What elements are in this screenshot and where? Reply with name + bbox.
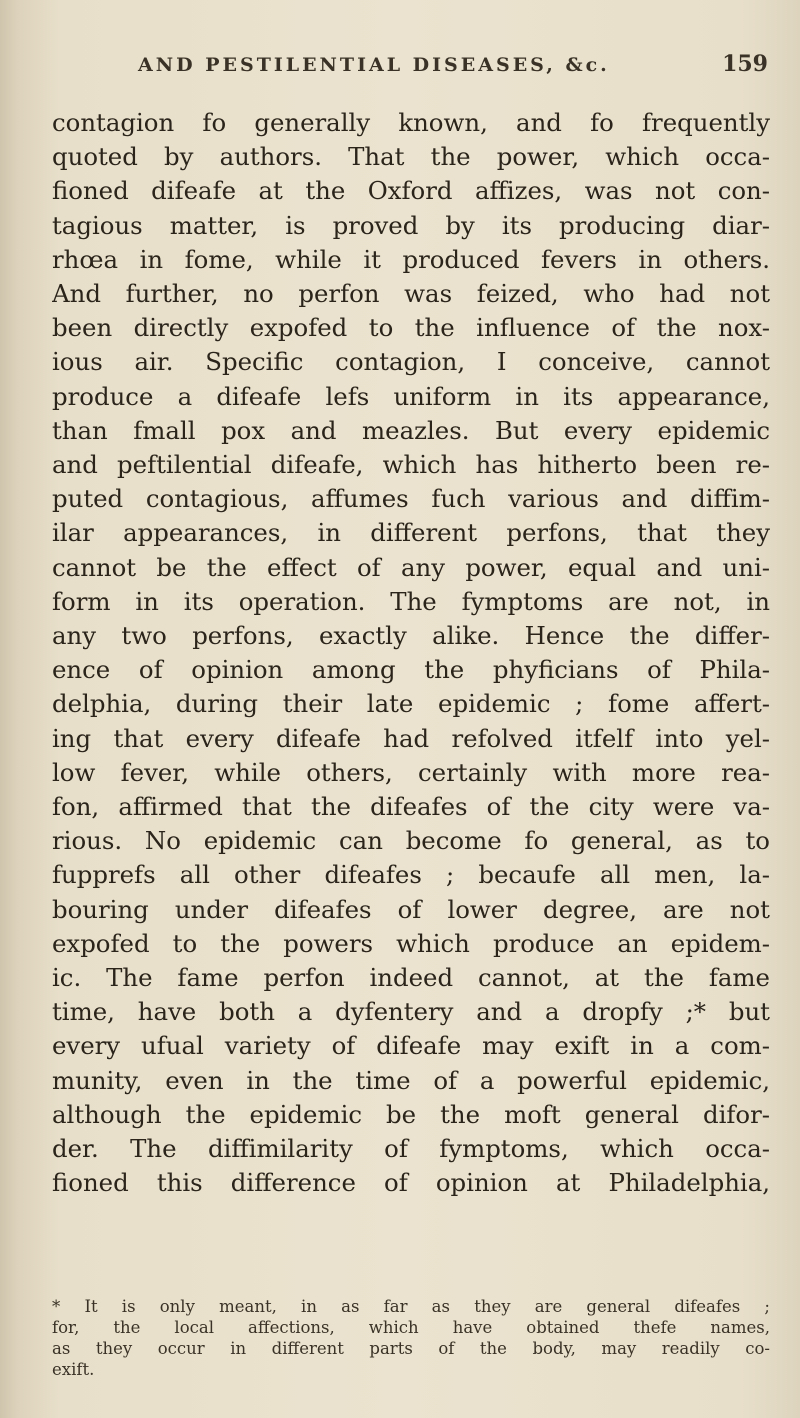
text-line: any two perfons, exactly alike. Hence the differ- (52, 621, 770, 651)
footnote-line: as they occur in different parts of the body, may readily co- (52, 1339, 770, 1358)
text-line: der. The diffimilarity of fymptoms, which occa- (52, 1134, 770, 1164)
footnote-line: for, the local affections, which have obtained thefe names, (52, 1318, 770, 1337)
text-line: than fmall pox and meazles. But every epidemic (52, 415, 770, 445)
running-title: AND PESTILENTIAL DISEASES, &c. (138, 54, 610, 76)
text-line: fon, affirmed that the difeafes of the city were va- (52, 792, 770, 822)
text-line: although the epidemic be the moft general difor- (52, 1099, 770, 1129)
text-line: fupprefs all other difeafes ; becaufe all men, la- (52, 860, 770, 890)
text-line: And further, no perfon was feized, who had not (52, 279, 770, 309)
text-line: contagion fo generally known, and fo frequently (52, 108, 770, 137)
text-line: ic. The fame perfon indeed cannot, at the fame (52, 963, 770, 993)
text-line: munity, even in the time of a powerful epidemic, (52, 1065, 770, 1095)
text-line: rhœa in fome, while it produced fevers in others. (52, 244, 770, 274)
text-line: ing that every difeafe had refolved itfelf into yel- (52, 723, 770, 753)
text-line: time, have both a dyfentery and a dropfy ;* but (52, 997, 770, 1027)
text-line: expofed to the powers which produce an epidem- (52, 928, 770, 958)
body-text (52, 106, 770, 1201)
text-line: bouring under difeafes of lower degree, are not (52, 894, 770, 924)
text-line: ilar appearances, in different perfons, that they (52, 518, 770, 548)
text-line: fioned this difference of opinion at Philadelphia, (52, 1168, 770, 1198)
text-line: and peftilential difeafe, which has hitherto been re- (52, 450, 770, 480)
footnote (52, 1296, 770, 1380)
text-line: every ufual variety of difeafe may exift in a com- (52, 1031, 770, 1061)
running-header (138, 51, 768, 77)
text-line: rious. No epidemic can become fo general, as to (52, 826, 770, 856)
text-line: produce a difeafe lefs uniform in its appearance, (52, 381, 770, 411)
text-line: ious air. Specific contagion, I conceive, cannot (52, 347, 770, 377)
text-line: been directly expofed to the influence of the nox- (52, 313, 770, 343)
text-line: fioned difeafe at the Oxford affizes, was not con- (52, 176, 770, 206)
page-number: 159 (722, 51, 768, 77)
text-line: form in its operation. The fymptoms are not, in (52, 586, 770, 616)
text-line: delphia, during their late epidemic ; fome affert- (52, 689, 770, 719)
footnote-line: * It is only meant, in as far as they are general difeafes ; (52, 1297, 770, 1316)
text-line: puted contagious, affumes fuch various and diffim- (52, 484, 770, 514)
text-line: tagious matter, is proved by its producing diar- (52, 210, 770, 240)
text-line: ence of opinion among the phyficians of Phila- (52, 655, 770, 685)
text-line: quoted by authors. That the power, which occa- (52, 142, 770, 172)
footnote-line: exift. (52, 1360, 95, 1379)
text-line: low fever, while others, certainly with more rea- (52, 757, 770, 787)
text-line: cannot be the effect of any power, equal and uni- (52, 552, 770, 582)
